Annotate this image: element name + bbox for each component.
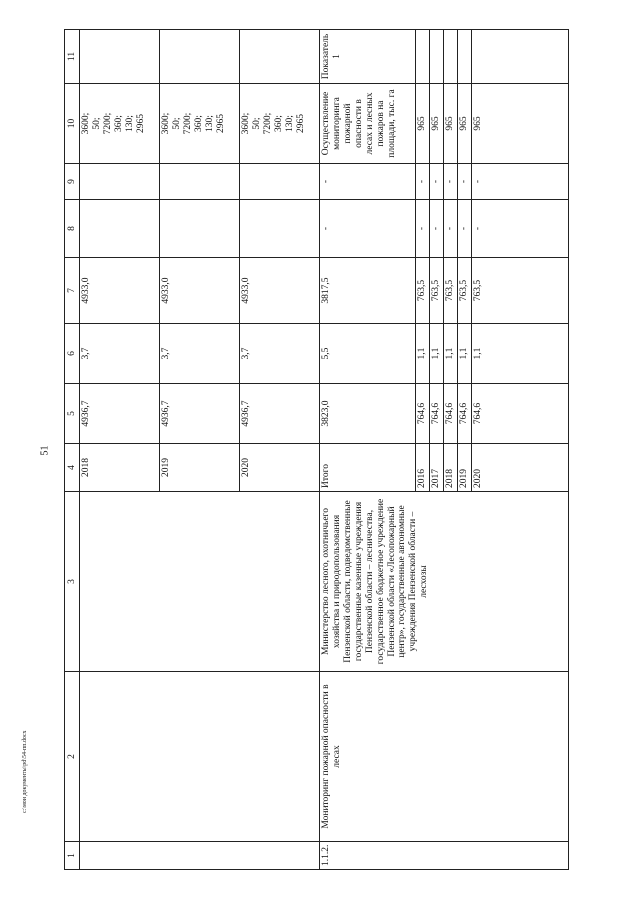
rotated-table-container xyxy=(64,30,569,870)
col-header: 3 xyxy=(65,492,80,672)
cell-c5: 764,6 xyxy=(416,384,430,444)
col-header: 4 xyxy=(65,444,80,492)
col-header: 6 xyxy=(65,324,80,384)
cell-c10: 965 xyxy=(457,84,471,164)
header-row xyxy=(65,30,80,870)
table-row xyxy=(80,30,160,870)
cell-c5: 4936,7 xyxy=(160,384,240,444)
cell-c11 xyxy=(457,30,471,84)
cell-c9: - xyxy=(457,164,471,200)
cell-c11 xyxy=(80,30,160,84)
cell-c6: 3,7 xyxy=(80,324,160,384)
cell-c7: 4933,0 xyxy=(160,258,240,324)
cell-c5: 764,6 xyxy=(457,384,471,444)
cell-c6: 1,1 xyxy=(471,324,568,384)
cell-c8: - xyxy=(443,200,457,258)
cell-c8 xyxy=(160,200,240,258)
cell-c11 xyxy=(240,30,320,84)
cell-c7: 4933,0 xyxy=(240,258,320,324)
program-table xyxy=(64,29,569,870)
footer-path: c:\мои документы\pd\54-пп.docx xyxy=(22,730,28,813)
col-header: 10 xyxy=(65,84,80,164)
col-header: 5 xyxy=(65,384,80,444)
cell-c10: 965 xyxy=(443,84,457,164)
item-executor: Министерство лесного, охотничьего хозяйства и природопользования Пензенской области, подведомственные государственные казенные учреждения Пензенской области – лесничества, государственное бюджетное учреждение Пензенской области «Лесопожарный центр», государственные автономные учреждения Пензенской области – лесхозы xyxy=(320,492,569,672)
total-label: Итого xyxy=(320,444,416,492)
col-header: 2 xyxy=(65,672,80,842)
cell-c7: 763,5 xyxy=(429,258,443,324)
cell-c6: 5,5 xyxy=(320,324,416,384)
cell xyxy=(80,492,320,672)
cell-c10: 3600; 50; 7200; 360; 130; 2965 xyxy=(80,84,160,164)
cell-c6: 3,7 xyxy=(160,324,240,384)
col-header: 1 xyxy=(65,842,80,870)
cell-c8: - xyxy=(429,200,443,258)
page-number: 51 xyxy=(39,445,51,456)
cell-c9: - xyxy=(416,164,430,200)
cell-c10: 3600; 50; 7200; 360; 130; 2965 xyxy=(160,84,240,164)
cell-c11 xyxy=(160,30,240,84)
year-cell: 2018 xyxy=(80,444,160,492)
year-cell: 2017 xyxy=(429,444,443,492)
cell-c5: 764,6 xyxy=(443,384,457,444)
cell-c5: 3823,0 xyxy=(320,384,416,444)
cell-c7: 763,5 xyxy=(443,258,457,324)
cell-c7: 4933,0 xyxy=(80,258,160,324)
year-cell: 2020 xyxy=(471,444,568,492)
cell-c9 xyxy=(240,164,320,200)
cell-c5: 4936,7 xyxy=(80,384,160,444)
cell-c7: 3817,5 xyxy=(320,258,416,324)
year-cell: 2019 xyxy=(457,444,471,492)
cell-c11 xyxy=(416,30,430,84)
cell-c7: 763,5 xyxy=(416,258,430,324)
cell-c6: 1,1 xyxy=(457,324,471,384)
col-header: 11 xyxy=(65,30,80,84)
cell-c11: Показатель 1 xyxy=(320,30,416,84)
cell-c10: 3600; 50; 7200; 360; 130; 2965 xyxy=(240,84,320,164)
cell-c11 xyxy=(443,30,457,84)
col-header: 8 xyxy=(65,200,80,258)
table-row xyxy=(320,30,416,870)
cell-c10: Осуществление мониторинга пожарной опасности в лесах и лесных пожаров на площади, тыс. га xyxy=(320,84,416,164)
cell-c10: 965 xyxy=(416,84,430,164)
year-cell: 2018 xyxy=(443,444,457,492)
cell-c8: - xyxy=(320,200,416,258)
year-cell: 2019 xyxy=(160,444,240,492)
cell-c6: 1,1 xyxy=(429,324,443,384)
cell-c6: 3,7 xyxy=(240,324,320,384)
cell-c8 xyxy=(240,200,320,258)
item-name: Мониторинг пожарной опасности в лесах xyxy=(320,672,569,842)
cell-c9: - xyxy=(320,164,416,200)
cell-c8: - xyxy=(471,200,568,258)
cell-c5: 4936,7 xyxy=(240,384,320,444)
year-cell: 2016 xyxy=(416,444,430,492)
cell-c6: 1,1 xyxy=(443,324,457,384)
cell xyxy=(80,842,320,870)
cell-c9 xyxy=(80,164,160,200)
cell-c10: 965 xyxy=(471,84,568,164)
cell-c8: - xyxy=(416,200,430,258)
item-code: 1.1.2. xyxy=(320,842,569,870)
cell-c8 xyxy=(80,200,160,258)
cell-c9: - xyxy=(429,164,443,200)
cell-c7: 763,5 xyxy=(457,258,471,324)
cell-c6: 1,1 xyxy=(416,324,430,384)
year-cell: 2020 xyxy=(240,444,320,492)
col-header: 7 xyxy=(65,258,80,324)
cell-c11 xyxy=(471,30,568,84)
cell-c9 xyxy=(160,164,240,200)
cell-c9: - xyxy=(443,164,457,200)
cell-c9: - xyxy=(471,164,568,200)
col-header: 9 xyxy=(65,164,80,200)
cell-c5: 764,6 xyxy=(471,384,568,444)
cell-c5: 764,6 xyxy=(429,384,443,444)
cell-c7: 763,5 xyxy=(471,258,568,324)
cell xyxy=(80,672,320,842)
cell-c8: - xyxy=(457,200,471,258)
cell-c10: 965 xyxy=(429,84,443,164)
cell-c11 xyxy=(429,30,443,84)
